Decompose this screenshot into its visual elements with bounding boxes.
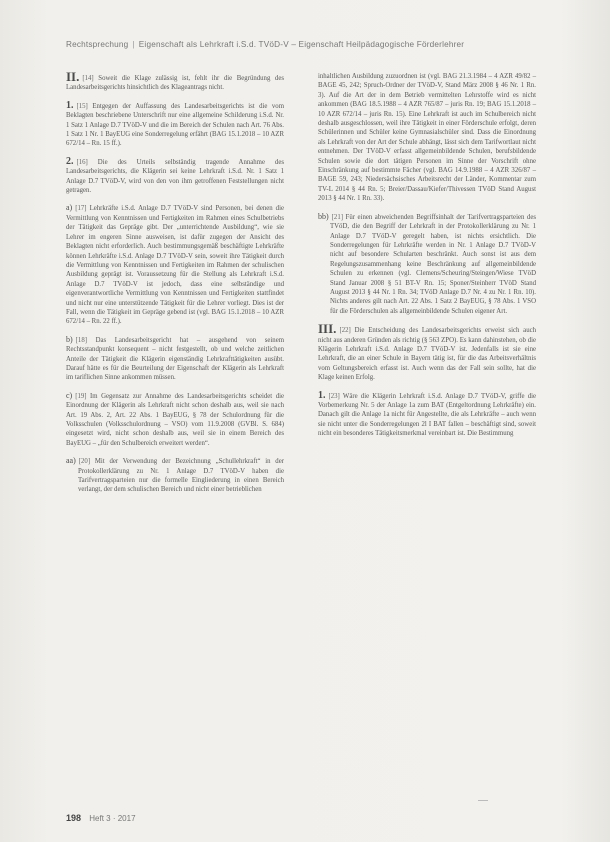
paragraph [66, 203, 284, 326]
header-section: Rechtsprechung [66, 40, 129, 49]
margin-number: [18] [75, 336, 87, 344]
paragraph-text: Die Entscheidung des Landesarbeitsgerichts erweist sich auch nicht aus anderen Gründen als richtig (§ 563 ZPO). Es kann dahinstehen, ob die Klägerin Lehrkraft i.S.d. Anlage D.7 TVöD-V ist. Jedenfalls ist sie eine Lehrkraft, die an einer Schule in Bayern tätig ist, für die das Arbeitsverhältnis vom Geltungsbereich erfasst ist. Auch wenn das der Fall sein sollte, hat die Klage keinen Erfolg. [318, 327, 537, 382]
paragraph [66, 69, 284, 93]
margin-number: [22] [339, 327, 351, 335]
paragraph-marker: 1. [318, 389, 326, 401]
paragraph-text: Wäre die Klägerin Lehrkraft i.S.d. Anlage D.7 TVöD-V, griffe die Vorbemerkung Nr. 5 der Anlage 1a zum BAT (Entgeltordnung Lehrkräfte) ein. Danach gilt die Anlage 1a nicht für Angestellte, die als Lehrkräfte – auch wenn sie nicht unter die Sonderregelungen 2l I BAT fallen – beschäftigt sind, soweit nicht ein besonderes Tätigkeitsmerkmal vereinbart ist. Die Bestimmung [318, 392, 537, 438]
paragraph-marker: a) [66, 203, 73, 213]
page-number: 198 [66, 813, 82, 823]
paragraph-marker: 2. [66, 155, 74, 167]
left-column [66, 69, 285, 503]
paragraph-marker: II. [66, 69, 80, 84]
paragraph [318, 391, 536, 439]
paragraph [66, 456, 284, 495]
margin-number: [21] [331, 213, 343, 221]
header-title: Eigenschaft als Lehrkraft i.S.d. TVöD-V – Eigenschaft Heilpädagogische Förderlehrer [138, 40, 465, 49]
page-footer [66, 813, 546, 823]
paragraph-marker: b) [66, 334, 73, 344]
paragraph [66, 391, 284, 448]
paragraph-marker: 1. [66, 99, 74, 111]
paragraph-text: Die des Urteils selbständig tragende Annahme des Landesarbeitsgerichts, die Klägerin sei keine Lehrkraft i.S.d. Nr. 1 Satz 1 Anlage D.7 TVöD-V, wird von den von ihm getroffenen Feststellungen nicht getragen. [66, 158, 284, 195]
margin-number: [16] [76, 158, 88, 166]
margin-mark [478, 800, 488, 801]
paragraph-marker: c) [66, 390, 73, 400]
paragraph-marker: aa) [66, 456, 76, 466]
issue-label: Heft 3 · 2017 [89, 814, 136, 823]
paragraph-text: Soweit die Klage zulässig ist, fehlt ihr die Begründung des Landesarbeitsgerichts hinsichtlich des Klageantrags nicht. [66, 75, 284, 92]
paragraph-text: Das Landesarbeitsgericht hat – ausgehend von seinem Rechtsstandpunkt konsequent – nicht festgestellt, ob und welche zeitlichen Anteile der Tätigkeit die Klägerin eigenständig Lehrkrafttätigkeiten ausübt. Darauf hätte es für die Beurteilung der Eigenschaft der Klägerin als Lehrkraft im tariflichen Sinne ankommen müssen. [66, 336, 285, 382]
right-column [318, 72, 536, 447]
margin-number: [15] [76, 102, 88, 110]
paragraph-marker: bb) [318, 211, 329, 221]
margin-number: [19] [75, 392, 87, 400]
paragraph [318, 212, 536, 316]
margin-number: [20] [78, 458, 91, 466]
margin-number: [14] [82, 75, 94, 82]
paragraph-text: Entgegen der Auffassung des Landesarbeitsgerichts ist die vom Beklagten beschriebene Unterschrift nur eine allgemeine Schilderung i.S.d. Nr. 1 Satz 1 Anlage D.7 TVöD-V und die im Bereich der Schulen nach Art. 76 Abs. 1 Satz 1 Nr. 1 BayEUG eine Sonderregelung erfährt (BAG 15.1.2018 – 10 AZR 672/14 – Rn. 15 ff.). [66, 102, 284, 148]
running-header: Rechtsprechung | Eigenschaft als Lehrkraft i.S.d. TVöD-V – Eigenschaft Heilpädagogische Förderlehrer [66, 40, 465, 49]
paragraph-text: Mit der Verwendung der Bezeichnung „Schullehrkraft“ in der Protokollerklärung zu Nr. 1 Anlage D.7 TVöD-V haben die Tarifvertragsparteien nur die formelle Eingliederung in einen Bereich verlangt, der dem schulischen Bereich und nicht einer betrieblichen [78, 458, 284, 494]
paragraph [66, 335, 284, 383]
margin-number: [17] [75, 205, 87, 213]
paragraph [318, 321, 537, 382]
paragraph-text: Lehrkräfte i.S.d. Anlage D.7 TVöD-V sind Personen, bei denen die Vermittlung von Kenntnissen und Fertigkeiten im Rahmen eines Schulbetriebs der Tätigkeit das Gepräge gibt. Der „unterrichtende Ausbildung“, wie sie Lehrer im engeren Sinne ausweisen, ist dafür zugegen der Ansicht des Beklagten nicht erforderlich. Auch bestimmungsgemäß beschäftigte Lehrkräfte können Lehrkräfte i.S.d. Anlage D.7 TVöD-V sein, soweit ihre Tätigkeit durch die Vermittlung von Kenntnissen und Fertigkeiten im Rahmen der schulischen Ausbildung geprägt ist. Voraussetzung für die Stellung als Lehrkraft i.S.d. Anlage D.7 TVöD-V ist jedoch, dass eine selbständige und eigenverantwortliche Vermittlung von Kenntnissen und Fertigkeiten stattfindet und nicht nur eine unterstützende Tätigkeit für die Lehrer vorliegt. Dies ist der Fall, wenn die Tätigkeit im Gepräge gebend ist (vgl. BAG 15.1.2018 – 10 AZR 672/14 – Rn. 22 ff.). [66, 205, 284, 326]
paragraph-text: Für einen abweichenden Begriffsinhalt der Tarifvertragsparteien des TVöD, die den Begriff der Lehrkraft in der Protokollerklärung zu Nr. 1 Anlage D.7 TVöD-V geregelt haben, ist nichts ersichtlich. Die Sonderregelungen für Lehrkräfte werden in Nr. 1 Anlage D.7 TVöD-V nicht auf besondere Schularten beschränkt. Auch sonst ist aus dem Regelungszusammenhang keine Beschränkung auf allgemeinbildende Schulen zu erkennen (vgl. Clemens/Scheuring/Steingen/Wiese TVöD Stand Januar 2008 § 51 BT-V Rn. 15; Sponer/Steinherr TVöD Stand August 2013 § 44 Nr. 1 Rn. 34; TVöD Anlage D.7 Nr. 4 zu Nr. 1 Rn. 10). Nichts anderes gilt nach Art. 22 Abs. 1 Satz 2 BayEUG, § 78 Abs. 1 VSO für die Förderschulen als allgemeinbildende Schulen eigener Art. [330, 213, 536, 315]
paragraph [66, 157, 284, 196]
paragraph-marker: III. [318, 321, 337, 337]
margin-number: [23] [328, 392, 340, 400]
paragraph [66, 101, 284, 149]
paragraph-text: Im Gegensatz zur Annahme des Landesarbeitsgerichts scheidet die Einordnung der Klägerin als Lehrkraft nicht schon deshalb aus, weil sie nach Art. 19 Abs. 2, Art. 22 Abs. 1 BayEUG, § 78 der Schulordnung für die Volksschulen (Volksschulordnung – VSO) vom 11.9.2008 (GVBl. S. 684) eingesetzt wird, nicht schon deshalb aus, weil sie in einem Bereich des BayEUG – „für den Schulbereich erweitert werden“. [66, 392, 284, 447]
paragraph-text: inhaltlichen Ausbildung zuzuordnen ist (vgl. BAG 21.3.1984 – 4 AZR 49/82 – BAGE 45, 242; Spruch-Ordner der TVöD-V, Stand März 2008 § 46 Nr. 1 Rn. 3). Auf die Art der in dem Betrieb vermittelten Lehrstoffe wird es nicht ankommen (BAG 18.5.1988 – 4 AZR 765/87 – juris Rn. 19; BAG 15.1.2018 – 10 AZR 672/14 – juris Rn. 15). Eine Lehrkraft ist auch im Schulbereich nicht deshalb ausgeschlossen, weil ihre Tätigkeit in einer Förderschule erfolgt, deren Schülerinnen und Schüler keine Gymnasialschüler sind. Dass die Einordnung als Lehrkraft von der Art der Schule abhängt, lässt sich dem Tarifwortlaut nicht entnehmen. Der TVöD-V erfasst allgemeinbildende Schulen, berufsbildende Schulen sowie die dort tätigen Personen im Sinne der Vorschrift ohne Einschränkung auf bestimmte Fächer (vgl. BAG 14.9.1988 – 4 AZR 326/87 – BAGE 59, 243; Niedersächsisches Arbeitsrecht der Länder, Kommentar zum TV-L 2014 § 44 Rn. 5; Breier/Dassau/Kiefer/Thivessen TVöD Stand August 2013 § 44 Nr. 1 Rn. 33). [318, 73, 536, 203]
paragraph [318, 72, 536, 204]
